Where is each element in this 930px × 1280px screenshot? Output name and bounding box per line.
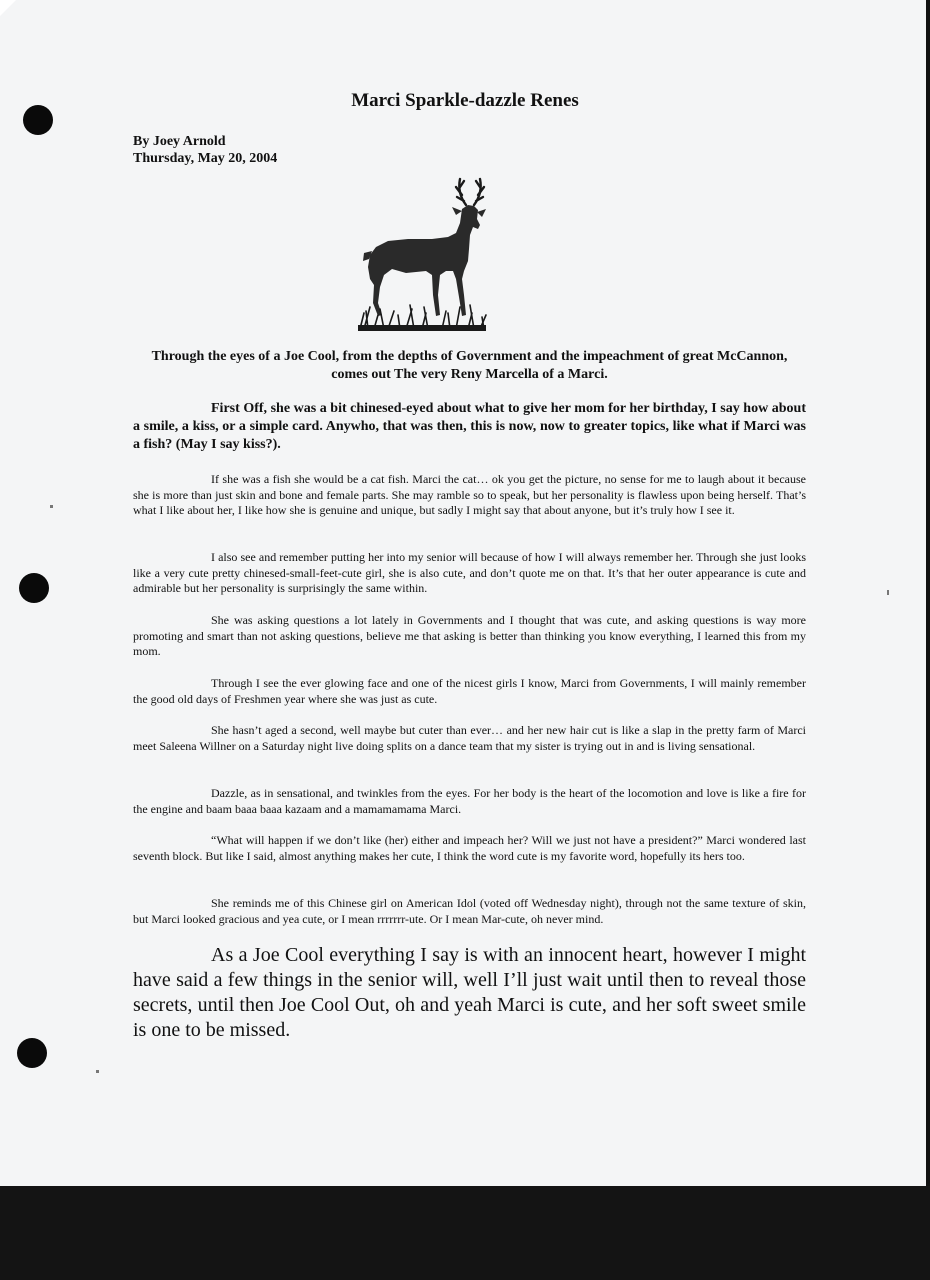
body-paragraph: If she was a fish she would be a cat fish. Marci the cat… ok you get the picture, no sense for me to laugh about it because she is more than just skin and bone and female parts. She may ramble so to speak, but her personality is flawless upon being herself. That’s what I like about her, I like how she is genuine and unique, but sadly I might say that about anyone, but it’s truly how I see it.	[133, 472, 806, 518]
folded-corner	[0, 0, 16, 16]
byline	[133, 133, 277, 167]
scan-speck	[50, 505, 53, 508]
lead-paragraph: First Off, she was a bit chinesed-eyed about what to give her mom for her birthday, I say how about a smile, a kiss, or a simple card. Anywho, that was then, this is now, now to greater topics, like what if Marci was a fish? (May I say kiss?).	[133, 401, 806, 452]
punch-hole-middle	[19, 573, 49, 603]
body-paragraph: She hasn’t aged a second, well maybe but cuter than ever… and her new hair cut is like a slap in the pretty farm of Marci meet Saleena Willner on a Saturday night live doing splits on a dance team that my sister is trying out in and is living sensational.	[133, 723, 806, 753]
closing-paragraph: As a Joe Cool everything I say is with an innocent heart, however I might have said a few things in the senior will, well I’ll just wait until then to reveal those secrets, until then Joe Cool Out, oh and yeah Marci is cute, and her soft sweet smile is one to be missed.	[133, 944, 806, 1041]
lead-paragraph: Through the eyes of a Joe Cool, from the depths of Government and the impeachment of great McCannon, comes out The very Reny Marcella of a Marci.	[151, 349, 788, 382]
body-paragraph: Through I see the ever glowing face and one of the nicest girls I know, Marci from Governments, I will mainly remember the good old days of Freshmen year where she was just as cute.	[133, 676, 806, 706]
body-paragraph: She was asking questions a lot lately in Governments and I thought that was cute, and asking questions is way more promoting and smart than not asking questions, believe me that asking is better than thinking you know everything, I learned this from my mom.	[133, 613, 806, 659]
body-paragraph: She reminds me of this Chinese girl on American Idol (voted off Wednesday night), through not the same texture of skin, but Marci looked gracious and yea cute, or I mean rrrrrrr-ute. Or I mean Mar-cute, oh never mind.	[133, 896, 806, 926]
body-paragraph: I also see and remember putting her into my senior will because of how I will always remember her. Through she just looks like a very cute pretty chinesed-small-feet-cute girl, she is also cute, and don’t quote me on that. It’s that her outer appearance is cute and admirable but her personality is surprisingly the same within.	[133, 550, 806, 596]
scan-speck	[96, 1070, 99, 1073]
body-paragraph: Dazzle, as in sensational, and twinkles from the eyes. For her body is the heart of the locomotion and love is like a fire for the engine and baam baaa baaa kazaam and a mamamamama Marci.	[133, 786, 806, 816]
document-title: Marci Sparkle-dazzle Renes	[351, 90, 579, 111]
scan-speck	[887, 590, 889, 595]
publish-date: Thursday, May 20, 2004	[133, 151, 278, 166]
deer-icon	[356, 175, 490, 333]
punch-hole-bottom	[17, 1038, 47, 1068]
body-paragraph: “What will happen if we don’t like (her) either and impeach her? Will we just not have a president?” Marci wondered last seventh block. But like I said, almost anything makes her cute, I think the word cute is my favorite word, hopefully its hers too.	[133, 833, 806, 863]
author: By Joey Arnold	[133, 134, 226, 149]
scanner-background	[0, 1186, 930, 1280]
